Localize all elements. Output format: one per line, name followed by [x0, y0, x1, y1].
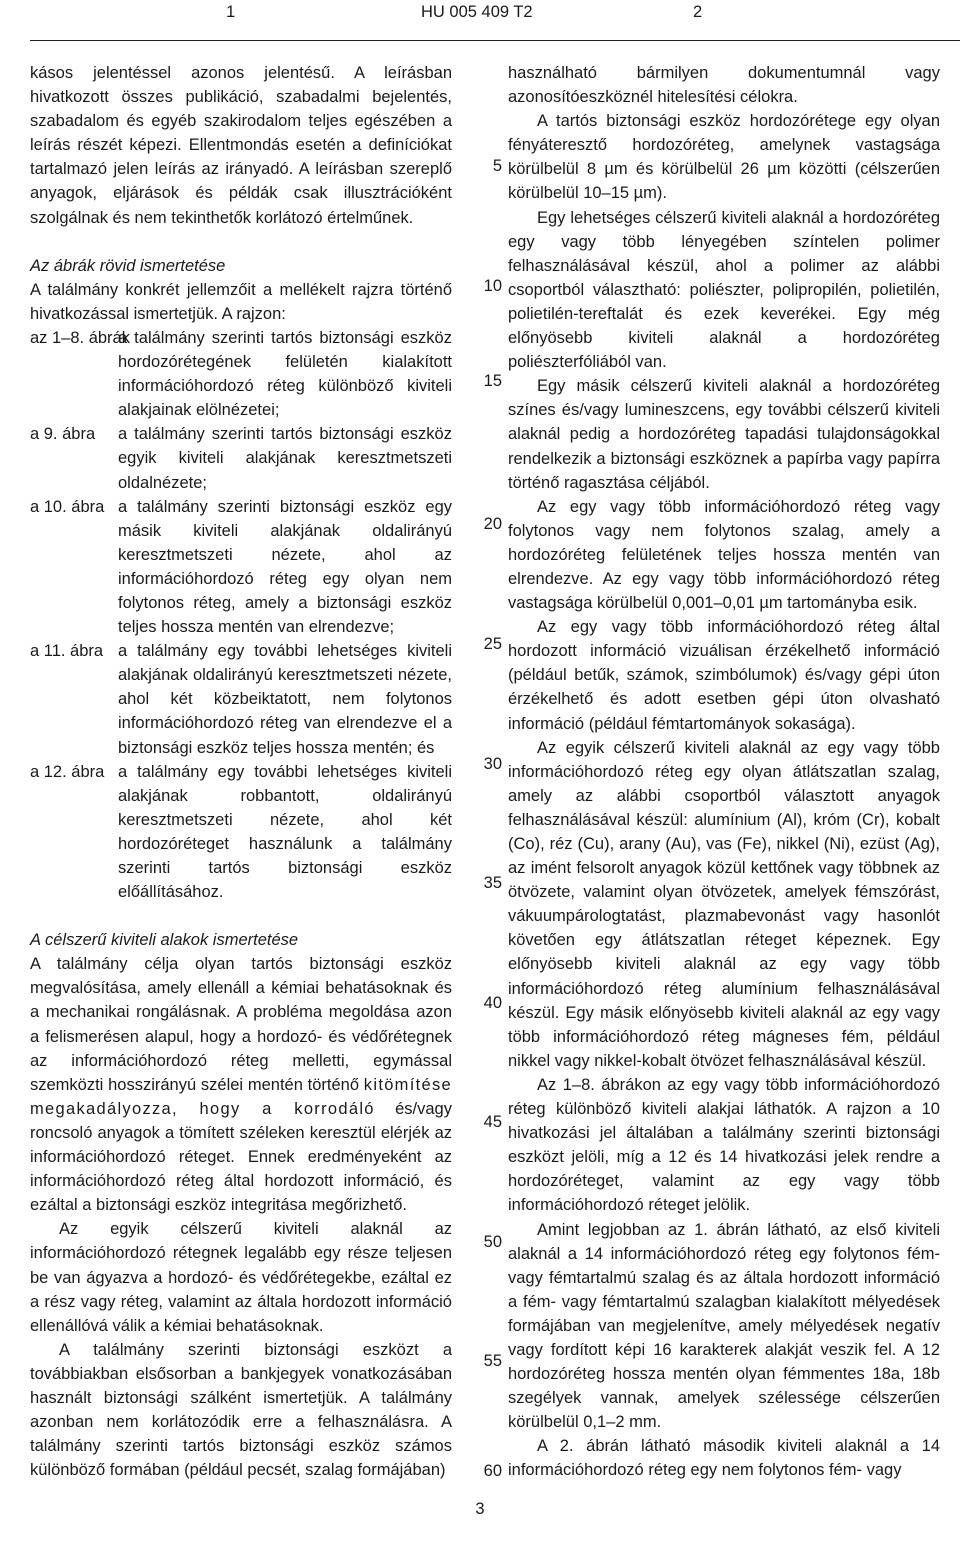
- paragraph: Az egy vagy több információhordozó réteg vagy folytonos vagy nem folytonos szalag, amely a hordozóréteg felületének teljes hossza mentén van elrendezve. Az egy vagy több információhordozó réteg vastagsága körülbelül 0,001–0,01 µm tartományba esik.: [508, 497, 940, 613]
- document-id: HU 005 409 T2: [421, 3, 533, 21]
- figure-list-item: [30, 639, 452, 759]
- figure-list: [30, 326, 452, 904]
- paragraph: Amint legjobban az 1. ábrán látható, az első kiviteli alaknál a 14 információhordozó réteg egy folytonos fém- vagy fémtartalmú szalag és az általa hordozott információ a fém- vagy fémtartalmú szalagban kialakított mélyedések formájában van megjelenítve, amely mélyedések negatív vagy fordított képi 16 karakterek alakját veszik fel. A 12 hordozóréteg hossza mentén olyan fémmentes 18a, 18b szegélyek vannak, amelyek szélessége célszerűen körülbelül 0,1–2 mm.: [508, 1220, 940, 1432]
- paragraph: Az egyik célszerű kiviteli alaknál az egy vagy több információhordozó réteg egy olyan átlátszatlan szalag, amely az alábbi csoportból választott anyagok felhasználásával készül: alumínium (Al), króm (Cr), kobalt (Co), réz (Cu), arany (Au), vas (Fe), nikkel (Ni), ezüst (Ag), az imént felsorolt anyagok közül kettőnek vagy többnek az ötvözete, valamint olyan ötvözetek, amelyek fémszórást, vákuumpárologtatást, plazmabevonást vagy hasonlót követően egy átlátszatlan réteget képeznek. Egy előnyösebb kiviteli alaknál az egy vagy több információhordozó réteg alumínium felhasználásával készül. Egy másik előnyösebb kiviteli alaknál az egy vagy több információhordozó réteg mágneses fém, például nikkel vagy nikkel-kobalt ötvözet felhasználásával készül.: [508, 738, 940, 1070]
- line-number: 15: [483, 372, 502, 390]
- text-run: A találmány célja olyan tartós biztonsági eszköz megvalósítása, amely ellenáll a kémiai behatásoknak és a mechanikai rongálásnak. A probléma megoldása azon a felismerésen alapul, hogy a hordozó- és védőrétegnek az információhordozó réteg melletti, egymással szemközti hosszirányú szélei mentén történő: [30, 955, 452, 1094]
- line-number: 5: [492, 157, 502, 175]
- figure-description: a találmány szerinti tartós biztonsági eszköz egyik kiviteli alakjának keresztmetszeti oldalnézete;: [118, 425, 452, 492]
- line-number: 20: [483, 515, 502, 533]
- line-number: 30: [483, 755, 502, 773]
- line-number: 50: [483, 1233, 502, 1251]
- figure-description: a találmány egy további lehetséges kiviteli alakjának oldalirányú keresztmetszeti nézete, ahol két közbeiktatott, nem folytonos információhordozó réteg van elrendezve el a biztonsági eszköz teljes hossza mentén; és: [118, 642, 452, 757]
- letter-spaced-text: kitömítése megakadályozza, hogy a korrodáló: [30, 1075, 452, 1118]
- paragraph: A tartós biztonsági eszköz hordozórétege egy olyan fényáteresztő hordozóréteg, amelynek vastagsága körülbelül 8 µm és körülbelül 26 µm közötti (célszerűen körülbelül 10–15 µm).: [508, 112, 940, 203]
- line-number: 35: [483, 874, 502, 892]
- embodiments-paragraph-3: A találmány szerinti biztonsági eszközt a továbbiakban elsősorban a bankjegyek vonatkozásában használt biztonsági szálként ismertetjük. A találmány azonban nem korlátozódik erre a felhasználásra. A találmány szerinti tartós biztonsági eszköz számos különböző formában (például pecsét, szalag formájában): [30, 1340, 452, 1480]
- figure-label: a 11. ábra: [30, 642, 104, 661]
- header-left-page-number: 1: [226, 3, 236, 21]
- figure-description: a találmány szerinti tartós biztonsági eszköz hordozórétegének felületén kialakított információhordozó réteg különböző kiviteli alakjainak elölnézetei;: [118, 328, 452, 420]
- paragraph: használható bármilyen dokumentumnál vagy azonosítóeszköznél hitelesítési célokra.: [508, 64, 940, 107]
- line-number: 60: [483, 1462, 502, 1480]
- line-number: 55: [483, 1352, 502, 1370]
- figure-list-item: [30, 495, 452, 640]
- figure-description: a találmány egy további lehetséges kiviteli alakjának robbantott, oldalirányú keresztmetszeti nézete, ahol két hordozóréteget használunk a találmány szerinti tartós biztonsági eszköz előállításához.: [118, 762, 452, 902]
- paragraph: Az 1–8. ábrákon az egy vagy több információhordozó réteg különböző kiviteli alakjai láthatók. A rajzon a 10 hivatkozási jel általában a találmány szerinti biztonsági eszközt jelöli, míg a 12 és 14 hivatkozási jelek rendre a hordozóréteget, valamint az egy vagy több információhordozó réteget jelölik.: [508, 1075, 940, 1215]
- figures-intro: A találmány konkrét jellemzőit a mellékelt rajzra történő hivatkozással ismertetjük. A rajzon:: [30, 280, 452, 323]
- header-divider: [30, 40, 960, 41]
- figure-label: a 9. ábra: [30, 425, 96, 444]
- figure-description: a találmány szerinti biztonsági eszköz egy másik kiviteli alakjának oldalirányú keresztmetszeti nézete, ahol az információhordozó réteg egy olyan nem folytonos réteg, amely a biztonsági eszköz teljes hossza mentén van elrendezve;: [118, 497, 452, 637]
- page-number: 3: [475, 1500, 485, 1518]
- paragraph: Egy lehetséges célszerű kiviteli alaknál a hordozóréteg egy vagy több lényegében színtelen polimer felhasználásával készül, ahol a polimer az alábbi csoportból választható: poliészter, polipropilén, polietilén, polietilén-tereftalát és ezek keverékei. Egy még előnyösebb kiviteli alaknál a hordozóréteg poliészterfóliából van.: [508, 208, 940, 372]
- line-number: 10: [483, 277, 502, 295]
- line-number: 25: [483, 635, 502, 653]
- line-number: 40: [483, 994, 502, 1012]
- intro-paragraph: kásos jelentéssel azonos jelentésű. A leírásban hivatkozott összes publikáció, szabadalmi bejelentés, szabadalom és egyéb szakirodalom teljes egészében a leírás részét képezi. Ellentmondás esetén a definíciókat tartalmazó jelen leírás az irányadó. A leírásban szereplő anyagok, eljárások és példák csak illusztrációként szolgálnak és nem tekinthetők korlátozó értelműnek.: [30, 64, 452, 227]
- text-run: és/vagy roncsoló anyagok a tömített széleken keresztül elérjék az információhordozó réteget. Ennek eredményeként az információhordozó réteg által hordozott információ, és ezáltal a biztonsági eszköz integritása megőrizhető.: [30, 1099, 452, 1215]
- figure-list-item: [30, 760, 452, 905]
- paragraph: Az egy vagy több információhordozó réteg által hordozott információ vizuálisan érzékelhető információ (például betűk, számok, szimbólumok) és/vagy gépi úton érzékelhető és adott esetben gépi úton olvasható információ (például fémtartományok sokasága).: [508, 618, 940, 733]
- header-right-page-number: 2: [693, 3, 703, 21]
- section-title-embodiments: A célszerű kiviteli alakok ismertetése: [30, 931, 299, 950]
- paragraph: Egy másik célszerű kiviteli alaknál a hordozóréteg színes és/vagy lumineszcens, egy további célszerű kiviteli alaknál pedig a hordozóréteg tapadási tulajdonságokkal rendelkezik a biztonsági eszköznek a papírba vagy papírra történő ragasztása céljából.: [508, 377, 940, 492]
- left-column: [30, 61, 452, 1482]
- section-title-figures: Az ábrák rövid ismertetése: [30, 256, 226, 275]
- embodiments-paragraph-2: Az egyik célszerű kiviteli alaknál az információhordozó rétegnek legalább egy része teljesen be van ágyazva a hordozó- és védőrétegekbe, ezáltal ez a rész vagy réteg, valamint az általa hordozott információ ellenállóvá válik a kémiai behatásoknak.: [30, 1220, 452, 1335]
- right-column: [508, 61, 940, 1483]
- figure-label: a 12. ábra: [30, 762, 105, 781]
- figure-label: az 1–8. ábrák: [30, 328, 130, 347]
- embodiments-paragraph-1: [30, 952, 452, 1217]
- line-number: 45: [483, 1113, 502, 1131]
- paragraph: A 2. ábrán látható második kiviteli alaknál a 14 információhordozó réteg egy nem folytonos fém- vagy: [508, 1437, 940, 1480]
- figure-label: a 10. ábra: [30, 497, 105, 516]
- figure-list-item: [30, 422, 452, 494]
- figure-list-item: [30, 326, 452, 422]
